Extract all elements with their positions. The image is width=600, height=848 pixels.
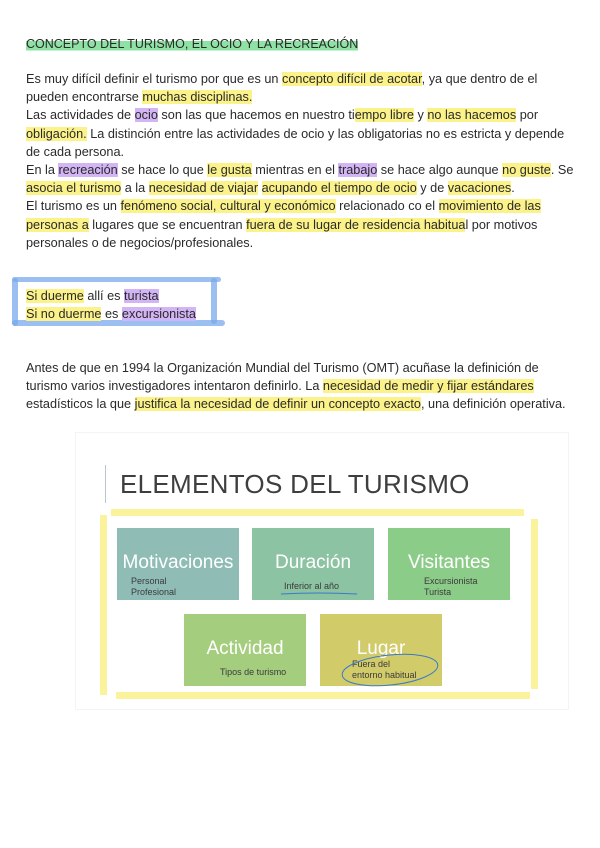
card-subtext <box>220 667 286 678</box>
highlight-yellow: le gusta <box>207 163 252 178</box>
text-run: Es muy difícil definir el turismo por que es un <box>26 72 282 86</box>
text-run: por <box>516 108 539 123</box>
highlight-purple: recreación <box>58 163 118 178</box>
text-run: Antes de que en 1994 la Organización Mundial del Turismo (OMT) acuñase la definición de turismo varios investigadores intentaron definirlo. La <box>26 361 539 394</box>
card-heading: Motivaciones <box>122 552 234 573</box>
title-text: CONCEPTO DEL TURISMO, EL OCIO Y LA RECREACIÓN <box>26 37 359 51</box>
rule-excursionista <box>26 305 196 323</box>
text-run: . Se <box>550 163 574 178</box>
text-run: y de <box>416 181 448 196</box>
yellow-line-bottom <box>116 692 530 699</box>
card-heading: Lugar <box>356 638 406 659</box>
text-run: allí es <box>83 289 125 303</box>
text-run: se hace algo aunque <box>377 163 503 178</box>
text-run: a la <box>121 181 149 196</box>
card-duracion <box>252 528 374 600</box>
card-heading: Actividad <box>206 638 284 659</box>
card-subtext-line: Profesional <box>131 587 177 597</box>
highlight-yellow: acupando el tiempo de ocio <box>261 181 417 196</box>
paragraph-fenomeno <box>26 197 574 252</box>
highlight-purple: ocio <box>134 108 158 123</box>
highlight-yellow: necesidad de viajar <box>148 181 259 196</box>
text-run: y <box>413 108 428 123</box>
text-run: se hace lo que <box>117 163 208 178</box>
card-subtext-line: Excursionista <box>424 576 478 586</box>
blue-box-top <box>12 277 221 282</box>
card-lugar <box>320 614 442 686</box>
text-run: Las actividades de <box>26 108 135 123</box>
text-run: l por motivos personales o de negocios/profesionales. <box>26 217 538 250</box>
paragraph-omt <box>26 359 574 414</box>
paragraph-recreacion <box>26 161 574 197</box>
diagram-title: ELEMENTOS DEL TURISMO <box>120 469 470 499</box>
intro-paragraphs <box>26 70 574 252</box>
highlight-yellow: muchas disciplinas. <box>142 90 253 105</box>
card-heading: Duración <box>274 552 352 573</box>
highlight-yellow: fenómeno social, cultural y económico <box>120 199 336 214</box>
highlight-yellow: no guste <box>502 163 551 178</box>
highlight-purple: trabajo <box>338 163 378 178</box>
highlight-yellow: justifica la necesidad de definir un concepto exacto <box>134 397 421 412</box>
card-subtext-line: Personal <box>131 576 167 586</box>
highlight-yellow: empo libre <box>354 108 414 123</box>
text-run: lugares que se encuentran <box>88 217 247 232</box>
pen-circle-mark <box>338 650 442 690</box>
card-actividad <box>184 614 306 686</box>
rule-turista <box>26 287 196 305</box>
text-run: . <box>511 181 515 196</box>
title-accent-bar <box>105 465 106 503</box>
yellow-line-right <box>531 519 538 689</box>
card-heading: Visitantes <box>407 552 491 573</box>
text-run: son las que hacemos en nuestro ti <box>157 108 355 123</box>
card-subtext-line: Inferior al año <box>284 581 340 591</box>
pen-underline-mark <box>280 591 358 597</box>
highlight-yellow: fuera de su lugar de residencia habitua <box>246 217 466 232</box>
paragraph-ocio <box>26 106 574 161</box>
highlight-yellow: asocia el turismo <box>26 181 122 196</box>
highlight-purple: turista <box>124 289 159 303</box>
highlight-yellow: no las hacemos <box>427 108 517 123</box>
blue-box-left <box>12 278 18 326</box>
highlight-yellow: Si no duerme <box>26 307 102 322</box>
page-title <box>26 36 361 52</box>
highlight-yellow: necesidad de medir y fijar estándares <box>322 379 534 394</box>
card-motivaciones <box>117 528 239 600</box>
card-subtext-line: Fuera del <box>352 659 391 669</box>
highlight-yellow: concepto difícil de acotar <box>281 72 422 86</box>
sleep-rule-box <box>26 287 196 323</box>
card-visitantes <box>388 528 510 600</box>
blue-box-right <box>211 278 217 324</box>
card-subtext-line: Tipos de turismo <box>220 667 287 677</box>
text-run: es <box>101 307 122 322</box>
highlight-purple: excursionista <box>121 307 196 322</box>
text-run: , ya que dentro de el pueden encontrarse <box>26 72 538 105</box>
text-run: mientras en el <box>251 163 339 178</box>
elements-diagram <box>76 433 568 709</box>
paragraph-definition <box>26 70 574 106</box>
yellow-line-top <box>111 509 524 516</box>
text-run: estadísticos la que <box>26 397 135 412</box>
highlight-yellow: movimiento de las personas a <box>26 199 541 232</box>
text-run: El turismo es un <box>26 199 121 214</box>
highlight-yellow: Si duerme <box>26 289 84 303</box>
card-subtext-line: entorno habitual <box>352 670 417 680</box>
text-run: , una definición operativa. <box>420 397 566 412</box>
card-subtext-line: Turista <box>424 587 452 597</box>
text-run: relacionado co el <box>335 199 439 214</box>
text-run: En la <box>26 163 59 178</box>
highlight-yellow: vacaciones <box>447 181 512 196</box>
highlight-yellow: obligación. <box>26 126 87 141</box>
yellow-line-left <box>100 515 107 695</box>
card-subtext <box>131 576 176 598</box>
text-run: La distinción entre las actividades de ocio y las obligatorias no es estricta y depende de cada persona. <box>26 126 565 159</box>
card-subtext <box>424 576 478 598</box>
